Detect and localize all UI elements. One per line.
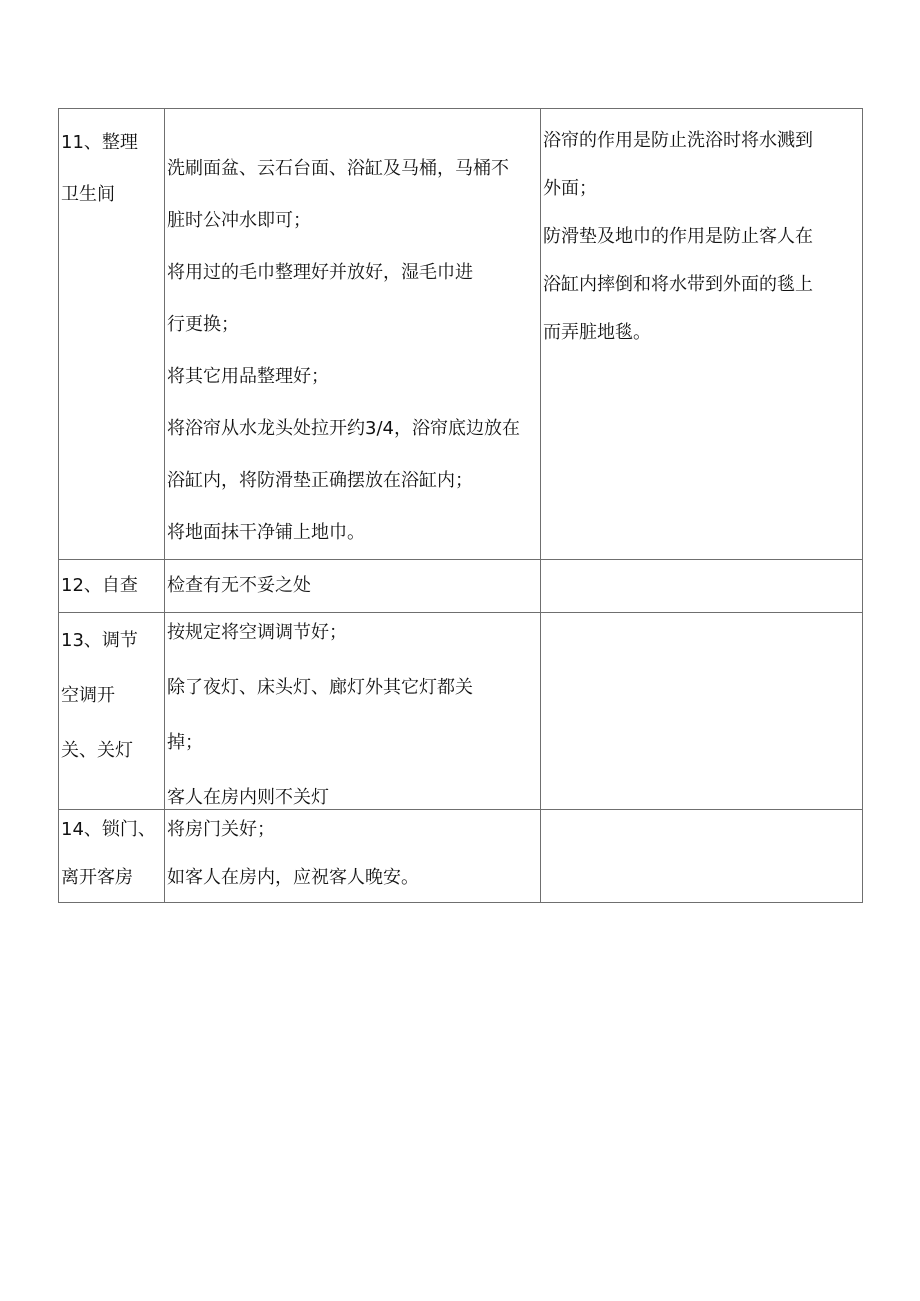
step-cell (59, 613, 165, 810)
action-line: 将浴帘从水龙头处拉开约3/4，浴帘底边放在 (167, 418, 520, 439)
step-label (59, 613, 164, 778)
note-cell (541, 613, 863, 810)
action-text (165, 810, 540, 902)
action-cell (165, 109, 541, 560)
action-line: 将房门关好； (167, 819, 275, 840)
action-line: 除了夜灯、床头灯、廊灯外其它灯都关 (167, 677, 473, 698)
step-label (59, 560, 164, 612)
step-line: 13、调节 (61, 630, 138, 651)
step-line: 14、锁门、 (61, 819, 156, 840)
action-line: 洗刷面盆、云石台面、浴缸及马桶，马桶不 (167, 158, 509, 179)
action-line: 掉； (167, 732, 203, 753)
note-line: 浴帘的作用是防止洗浴时将水溅到 (543, 130, 813, 151)
step-cell (59, 109, 165, 560)
table-row (59, 613, 863, 810)
note-line: 浴缸内摔倒和将水带到外面的毯上 (543, 274, 813, 295)
table-row (59, 560, 863, 613)
action-line: 将用过的毛巾整理好并放好，湿毛巾进 (167, 262, 473, 283)
action-line: 浴缸内，将防滑垫正确摆放在浴缸内； (167, 470, 473, 491)
action-cell (165, 613, 541, 810)
step-cell (59, 810, 165, 903)
action-cell (165, 560, 541, 613)
step-line: 11、整理 (61, 132, 138, 153)
step-line: 空调开 (61, 685, 115, 706)
step-line: 关、关灯 (61, 740, 133, 761)
action-text (165, 560, 540, 612)
note-line: 防滑垫及地巾的作用是防止客人在 (543, 226, 813, 247)
action-cell (165, 810, 541, 903)
note-text (541, 109, 862, 357)
table-row (59, 810, 863, 903)
action-line: 脏时公冲水即可； (167, 210, 311, 231)
action-line: 检查有无不妥之处 (167, 575, 311, 596)
table-row (59, 109, 863, 560)
action-line: 按规定将空调调节好； (167, 622, 347, 643)
action-text (165, 613, 540, 809)
action-text (165, 109, 540, 559)
note-line: 而弄脏地毯。 (543, 322, 651, 343)
step-cell (59, 560, 165, 613)
action-line: 将其它用品整理好； (167, 366, 329, 387)
step-label (59, 109, 164, 221)
action-line: 行更换； (167, 314, 239, 335)
action-line: 客人在房内则不关灯 (167, 787, 329, 808)
action-line: 将地面抹干净铺上地巾。 (167, 522, 365, 543)
step-label (59, 810, 164, 902)
procedure-table (58, 108, 863, 903)
note-cell (541, 109, 863, 560)
action-line: 如客人在房内，应祝客人晚安。 (167, 867, 419, 888)
note-cell (541, 560, 863, 613)
note-cell (541, 810, 863, 903)
step-line: 12、自查 (61, 575, 138, 596)
step-line: 卫生间 (61, 184, 115, 205)
step-line: 离开客房 (61, 867, 133, 888)
note-line: 外面； (543, 178, 597, 199)
